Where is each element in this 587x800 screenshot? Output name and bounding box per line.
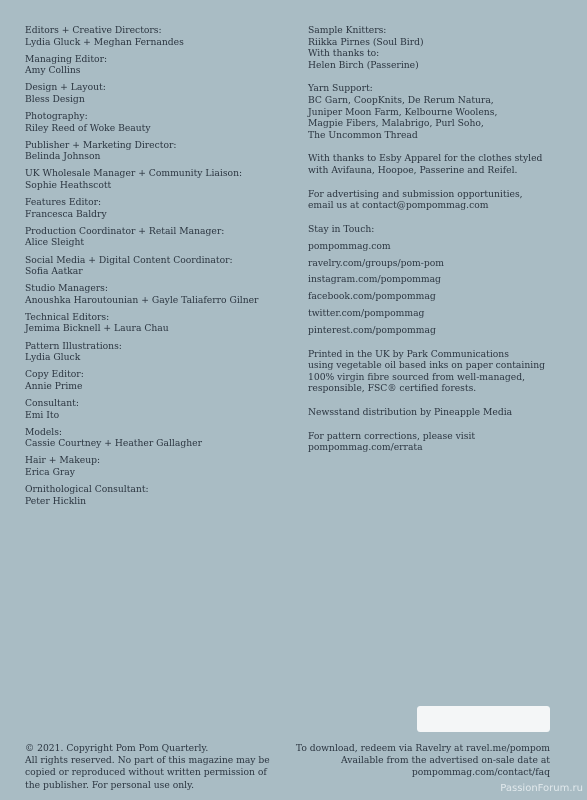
credit-name: Sofia Aatkar [25, 266, 83, 278]
newsstand-line: Newsstand distribution by Pineapple Media [308, 407, 513, 419]
credit-entry [25, 54, 285, 77]
credit-entry [25, 369, 285, 392]
yarn-support-section [308, 83, 558, 141]
instagram-link[interactable]: instagram.com/pompommag [308, 274, 441, 286]
thanks-label: With thanks to: [308, 48, 380, 60]
download-line: Available from the advertised on-sale date at [341, 755, 550, 767]
sample-knitter-name: Riikka Pirnes (Soul Bird) [308, 36, 424, 48]
credit-role: Social Media + Digital Content Coordinator: [25, 254, 233, 266]
credit-entry [25, 25, 285, 48]
copyright-line: copied or reproduced without written permission of [25, 767, 267, 779]
credit-name: Amy Collins [25, 65, 81, 77]
credit-name: Erica Gray [25, 466, 75, 478]
advertising-email-line[interactable]: email us at contact@pompommag.com [308, 200, 489, 212]
stay-in-touch-section [308, 224, 558, 337]
credit-role: Pattern Illustrations: [25, 340, 122, 352]
credit-name: Sophie Heathscott [25, 180, 112, 192]
printing-line: 100% virgin fibre sourced from well-managed, [308, 371, 526, 383]
thanks-name: Helen Birch (Passerine) [308, 59, 419, 71]
credit-name: Francesca Baldry [25, 208, 107, 220]
credit-role: Technical Editors: [25, 311, 110, 323]
apparel-thanks-line: with Avifauna, Hoopoe, Passerine and Reifel. [308, 164, 518, 176]
credit-name: Cassie Courtney + Heather Gallagher [25, 438, 202, 450]
credit-entry [25, 226, 285, 249]
printing-line: responsible, FSC® certified forests. [308, 383, 477, 395]
credit-name: Anoushka Haroutounian + Gayle Taliaferro Gilner [25, 294, 259, 306]
credit-name: Alice Sleight [25, 237, 85, 249]
download-notice [290, 743, 550, 780]
copyright-line: © 2021. Copyright Pom Pom Quarterly. [25, 743, 209, 754]
copyright-line: the publisher. For personal use only. [25, 779, 195, 791]
credit-role: Design + Layout: [25, 82, 106, 94]
credit-entry [25, 427, 285, 450]
yarn-support-line: The Uncommon Thread [308, 129, 418, 141]
corrections-section [308, 431, 558, 454]
yarn-support-line: Magpie Fibers, Malabrigo, Purl Soho, [308, 118, 484, 130]
credit-role: Models: [25, 426, 63, 438]
yarn-support-line: BC Garn, CoopKnits, De Rerum Natura, [308, 94, 494, 106]
credit-name: Lydia Gluck [25, 352, 81, 364]
credit-name: Annie Prime [25, 380, 83, 392]
credit-name: Jemima Bicknell + Laura Chau [25, 323, 169, 335]
printing-section [308, 349, 558, 395]
credit-entry [25, 197, 285, 220]
copyright-line: All rights reserved. No part of this magazine may be [25, 755, 270, 767]
credits-column [25, 25, 285, 513]
apparel-thanks-section [308, 153, 558, 176]
sample-knitters-heading: Sample Knitters: [308, 25, 387, 36]
credit-role: Editors + Creative Directors: [25, 25, 162, 36]
credit-role: Production Coordinator + Retail Manager: [25, 225, 225, 237]
credit-entry [25, 455, 285, 478]
faq-link[interactable]: pompommag.com/contact/faq [411, 767, 550, 779]
sample-knitters-section [308, 25, 558, 71]
credit-role: Features Editor: [25, 197, 102, 209]
website-link[interactable]: pompommag.com [308, 240, 391, 252]
yarn-support-line: Juniper Moon Farm, Kelbourne Woolens, [308, 106, 498, 118]
credit-entry [25, 341, 285, 364]
credit-role: Managing Editor: [25, 53, 108, 65]
stay-in-touch-heading: Stay in Touch: [308, 223, 375, 235]
credit-name: Lydia Gluck + Meghan Fernandes [25, 36, 184, 48]
pinterest-link[interactable]: pinterest.com/pompommag [308, 325, 436, 337]
printing-line: using vegetable oil based inks on paper containing [308, 360, 545, 372]
credit-entry [25, 82, 285, 105]
watermark: PassionForum.ru [500, 783, 583, 794]
printing-line: Printed in the UK by Park Communications [308, 348, 509, 360]
copyright-notice [25, 743, 285, 792]
info-column [308, 25, 558, 466]
credit-role: Photography: [25, 111, 88, 123]
credit-name: Peter Hicklin [25, 495, 87, 507]
advertising-line: For advertising and submission opportunities, [308, 188, 523, 200]
newsstand-section [308, 407, 558, 419]
credit-role: Studio Managers: [25, 283, 108, 295]
credit-role: Copy Editor: [25, 369, 84, 381]
credit-name: Bless Design [25, 93, 85, 105]
twitter-link[interactable]: twitter.com/pompommag [308, 308, 425, 320]
credit-name: Emi Ito [25, 409, 60, 421]
facebook-link[interactable]: facebook.com/pompommag [308, 291, 436, 303]
redeem-code-box [417, 706, 550, 732]
credit-entry [25, 140, 285, 163]
corrections-line: For pattern corrections, please visit [308, 430, 476, 442]
credit-role: Consultant: [25, 397, 79, 409]
credit-entry [25, 283, 285, 306]
credit-name: Riley Reed of Woke Beauty [25, 122, 151, 134]
credit-entry [25, 111, 285, 134]
credit-role: Hair + Makeup: [25, 455, 101, 467]
credit-entry [25, 398, 285, 421]
credit-role: UK Wholesale Manager + Community Liaison: [25, 168, 243, 180]
credit-entry [25, 312, 285, 335]
credit-name: Belinda Johnson [25, 151, 101, 163]
ravelry-link[interactable]: ravelry.com/groups/pom-pom [308, 257, 444, 269]
errata-link[interactable]: pompommag.com/errata [308, 442, 423, 454]
advertising-section [308, 189, 558, 212]
credit-entry [25, 484, 285, 507]
apparel-thanks-line: With thanks to Esby Apparel for the clothes styled [308, 153, 543, 165]
credit-entry [25, 255, 285, 278]
yarn-support-heading: Yarn Support: [308, 83, 373, 95]
credit-role: Publisher + Marketing Director: [25, 139, 177, 151]
credit-entry [25, 168, 285, 191]
credit-role: Ornithological Consultant: [25, 484, 149, 495]
download-line: To download, redeem via Ravelry at ravel.me/pompom [295, 743, 550, 754]
